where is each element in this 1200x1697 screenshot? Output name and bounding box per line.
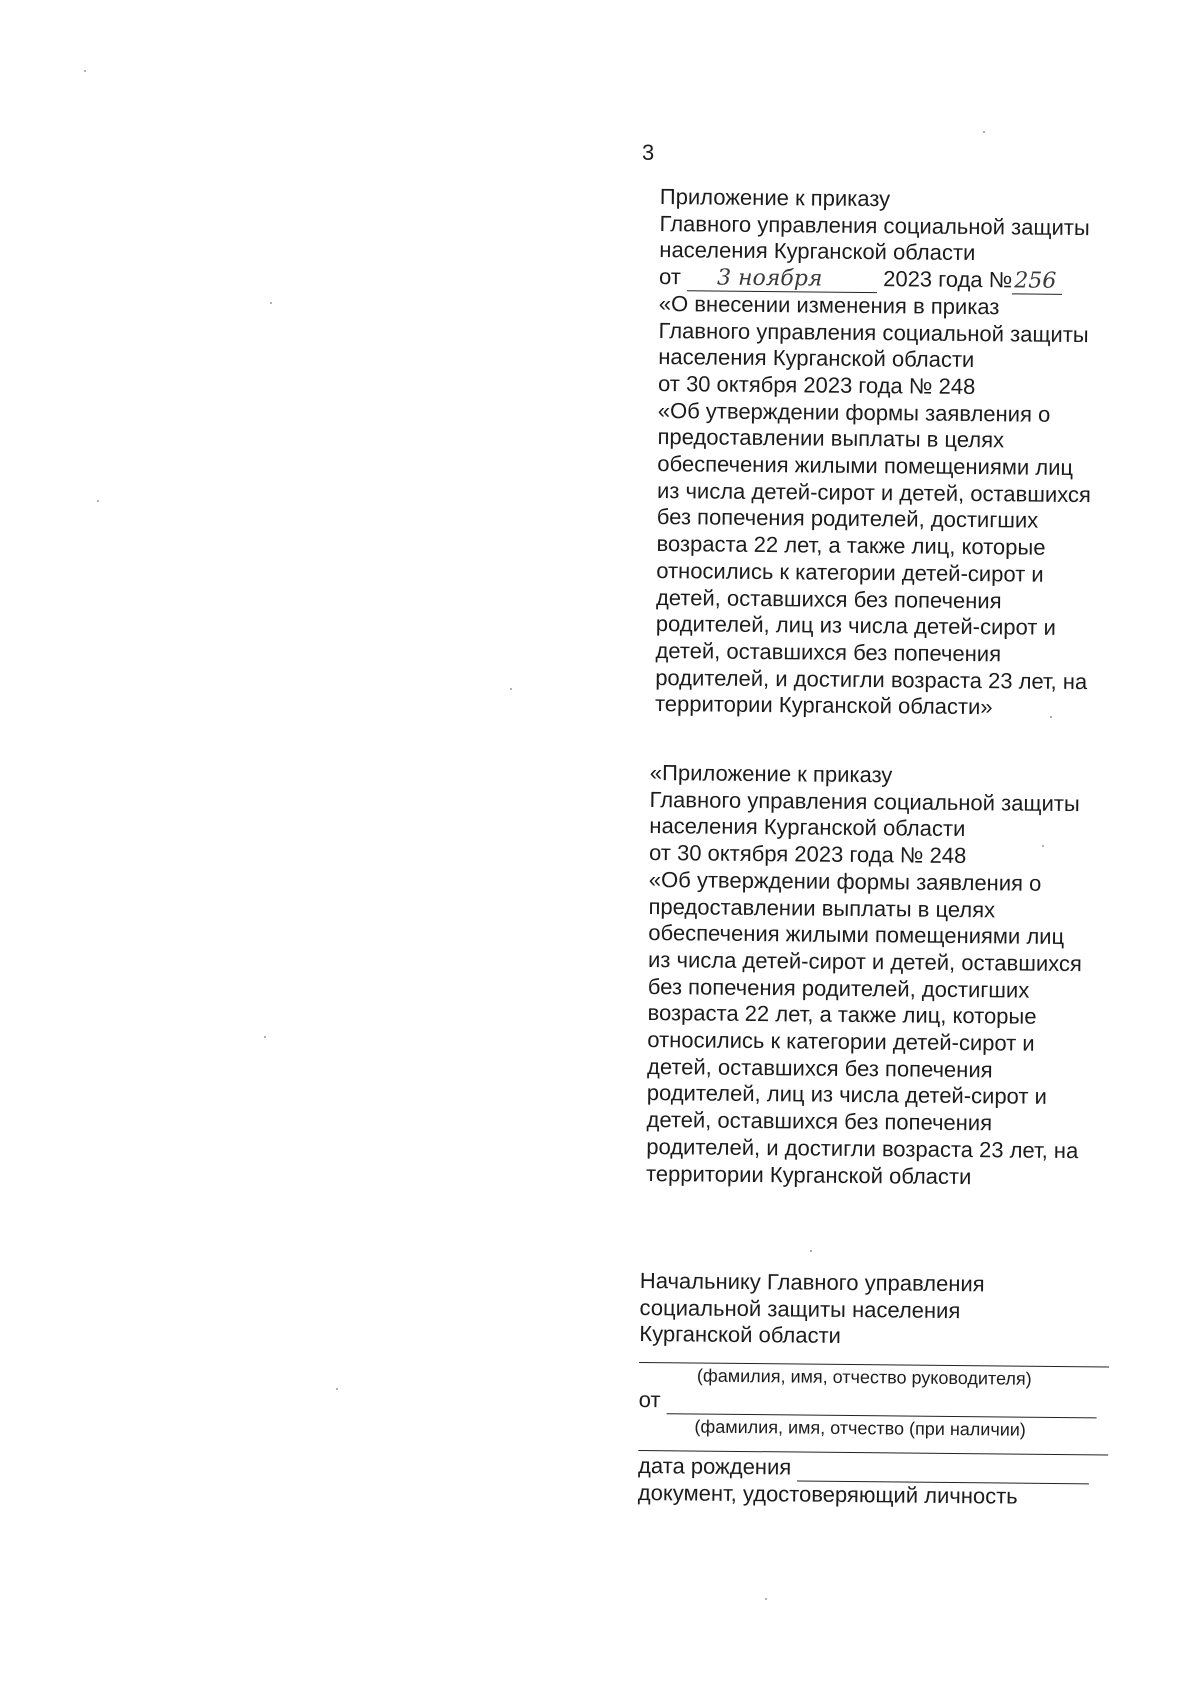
addressee-form [638,1268,1120,1511]
appendix-line: относились к категории детей-сирот и [647,1027,1035,1056]
scan-speck [1042,845,1044,847]
number-field [1012,269,1062,294]
addressee-line: социальной защиты населения [639,1294,961,1323]
scan-speck [765,1598,767,1600]
scan-speck [810,1250,812,1252]
appendix-line: родителей, и достигли возраста 23 лет, на [646,1133,1079,1163]
scan-speck [983,131,985,133]
order-header [655,184,1140,723]
title-line: возраста 22 лет, а также лиц, которые [656,531,1046,560]
birth-date-field[interactable] [797,1458,1089,1484]
appendix-line: «Приложение к приказу [649,760,893,788]
appendix-line: Главного управления социальной защиты [649,786,1080,816]
scan-speck [84,70,86,72]
scan-speck [336,1388,338,1390]
identity-document-row [638,1480,1118,1511]
appendix-line: без попечения родителей, достигших [647,973,1030,1003]
appendix-line: возраста 22 лет, а также лиц, которые [647,1000,1037,1030]
appendix-line: территории Курганской области [645,1160,972,1189]
scan-speck [97,500,99,502]
identity-document-label: документ, удостоверяющий личность [637,1479,1018,1509]
title-line: «О внесении изменения в приказ [658,290,1000,320]
title-line: относились к категории детей-сирот и [656,557,1044,587]
appendix-line: родителей, лиц из числа детей-сирот и [646,1080,1047,1110]
appendix-line: детей, оставшихся без попечения [646,1107,993,1136]
title-line: населения Курганской области [658,344,975,373]
addressee-line: Курганской области [639,1321,842,1349]
title-line: Главного управления социальной защиты [658,317,1089,347]
title-line: «Об утверждении формы заявления о [657,397,1051,427]
appendix-header [646,760,1130,1192]
applicant-name-caption: (фамилия, имя, отчество (при наличии) [694,1416,1026,1440]
scan-speck [264,1036,266,1038]
date-suffix: 2023 года № [883,266,1013,293]
appendix-line: детей, оставшихся без попечения [646,1053,993,1083]
title-line: без попечения родителей, достигших [656,504,1039,534]
title-line: детей, оставшихся без попечения [655,637,1002,667]
handwritten-number: 256 [1014,268,1057,294]
title-line: территории Курганской области» [654,691,993,720]
title-line: родителей, и достигли возраста 23 лет, на [655,664,1088,694]
header-line: Приложение к приказу [659,184,891,212]
head-name-caption: (фамилия, имя, отчество руководителя) [696,1365,1032,1389]
header-line: населения Курганской области [659,237,976,266]
scan-speck [270,302,272,304]
page-number: 3 [642,140,655,165]
title-line: из числа детей-сирот и детей, оставшихся [656,477,1091,507]
from-label: от [638,1387,661,1413]
handwritten-date: 3 ноября [716,265,823,292]
title-line: обеспечения жилыми помещениями лиц [657,451,1074,481]
header-line: Главного управления социальной защиты [659,210,1090,240]
appendix-line: предоставлении выплаты в целях [648,893,996,922]
appendix-line: населения Курганской области [649,813,966,842]
appendix-line: от 30 октября 2023 года № 248 [648,840,967,869]
scan-speck [510,688,512,690]
title-line: родителей, лиц из числа детей-сирот и [655,611,1056,641]
birth-date-label: дата рождения [637,1452,792,1480]
addressee-line: Начальнику Главного управления [639,1268,985,1297]
scan-speck [1050,716,1052,718]
appendix-line: из числа детей-сирот и детей, оставшихся [647,946,1083,977]
title-line: от 30 октября 2023 года № 248 [657,370,976,399]
title-line: детей, оставшихся без попечения [655,584,1002,613]
appendix-line: обеспечения жилыми помещениями лиц [648,920,1065,950]
appendix-line: «Об утверждении формы заявления о [648,866,1042,896]
date-prefix: от [658,264,682,290]
order-date-line [659,264,1139,295]
title-line: предоставлении выплаты в целях [657,424,1005,453]
date-field [687,266,877,293]
